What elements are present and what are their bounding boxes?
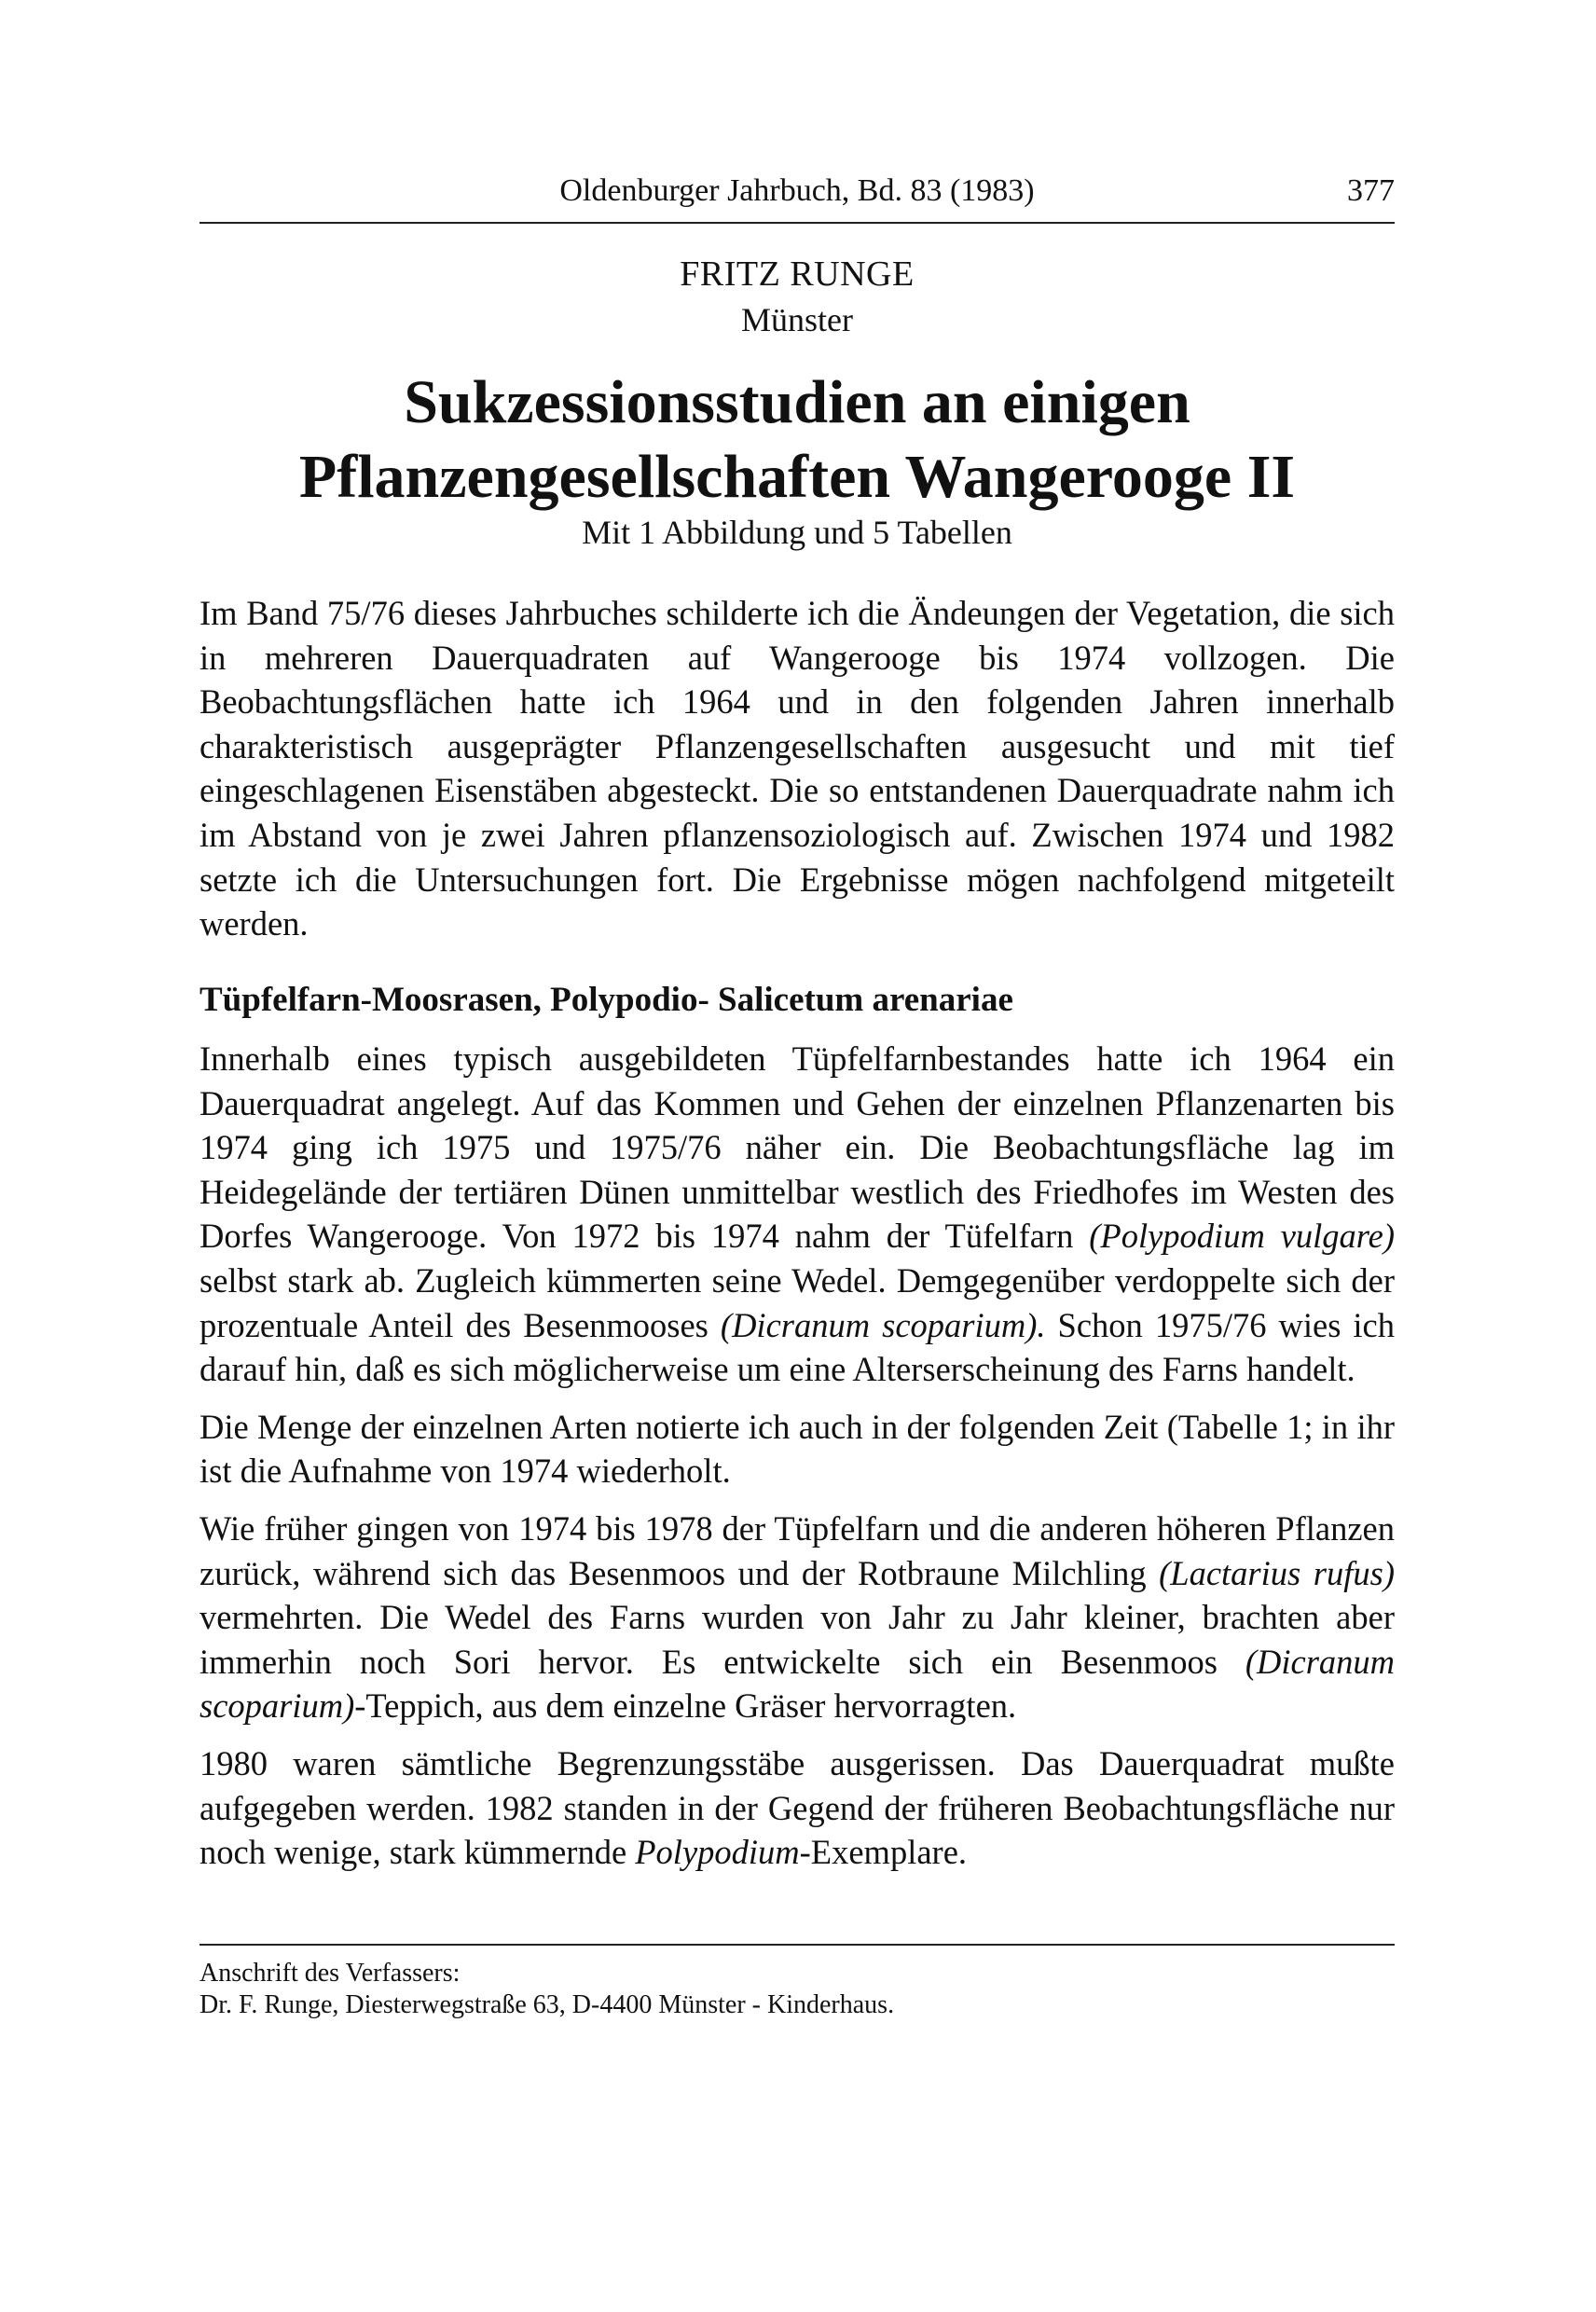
p1-species-2: (Dicranum scoparium). [720, 1305, 1046, 1344]
paragraph-3 [200, 1507, 1395, 1728]
journal-title: Oldenburger Jahrbuch, Bd. 83 (1983) [559, 173, 1035, 208]
footnote-label: Anschrift des Verfassers: [200, 1959, 461, 1988]
page-number: 377 [1347, 173, 1395, 208]
p3-text-b: vermehrten. Die Wedel des Farns wurden von Jahr zu Jahr kleiner, brachten aber immerhin noch Sori hervor. Es entwickelte sich ein Besenmoos [200, 1598, 1395, 1681]
p4-text-a: 1980 waren sämtliche Begrenzungsstäbe ausgerissen. Das Dauerquadrat mußte aufgegeben werden. 1982 standen in der Gegend der früheren Beobachtungsfläche nur noch wenige, stark kümmernde [200, 1743, 1395, 1872]
p3-species-1: (Lactarius rufus) [1159, 1553, 1395, 1592]
intro-paragraph: Im Band 75/76 dieses Jahrbuches schilderte ich die Ändeungen der Vegetation, die sich in mehreren Dauerquadraten auf Wangerooge bis 1974 vollzogen. Die Beobachtungsflächen hatte ich 1964 und in den folgenden Jahren innerhalb charakteristisch ausgeprägter Pflanzengesellschaften ausgesucht und mit tief eingeschlagenen Eisenstäben abgesteckt. Die so entstandenen Dauerquadrate nahm ich im Abstand von je zwei Jahren pflanzensoziologisch auf. Zwischen 1974 und 1982 setzte ich die Untersuchungen fort. Die Ergebnisse mögen nachfolgend mitgeteilt werden. [200, 594, 1395, 943]
p3-text-a: Wie früher gingen von 1974 bis 1978 der Tüpfelfarn und die anderen höheren Pflanzen zurück, während sich das Besenmoos und der Rotbraune Milchling [200, 1508, 1395, 1592]
article-subtitle: Mit 1 Abbildung und 5 Tabellen [582, 514, 1012, 551]
intro-section [200, 591, 1395, 946]
paragraph-2: Die Menge der einzelnen Arten notierte ich auch in der folgenden Zeit (Tabelle 1; in ihr ist die Aufnahme von 1974 wiederholt. [200, 1407, 1395, 1491]
title-line-2: Pflanzengesellschaften Wangerooge II [298, 443, 1296, 511]
p3-text-c: -Teppich, aus dem einzelne Gräser hervorragten. [354, 1686, 1017, 1726]
header-rule [200, 222, 1395, 224]
author-city: Münster [741, 301, 853, 338]
running-head [200, 166, 1395, 216]
section-body [200, 1037, 1395, 1888]
article-title [200, 365, 1395, 515]
author-name: FRITZ RUNGE [680, 255, 915, 294]
paragraph-1 [200, 1037, 1395, 1392]
footnote-address: Dr. F. Runge, Diesterwegstraße 63, D-4400 Münster - Kinderhaus. [200, 1990, 895, 2019]
p1-text-c: Schon 1975/76 wies ich darauf hin, daß es sich möglicherweise um eine Alterserscheinung des Farns handelt. [200, 1305, 1396, 1389]
footnote-rule [200, 1944, 1395, 1946]
section-heading: Tüpfelfarn-Moosrasen, Polypodio- Salicetum arenariae [200, 981, 1013, 1019]
p4-species-1: Polypodium [635, 1833, 800, 1872]
p4-text-b: -Exemplare. [799, 1833, 968, 1872]
paragraph-4 [200, 1741, 1395, 1875]
p1-species-1: (Polypodium vulgare) [1089, 1217, 1395, 1256]
footnote [200, 1958, 894, 2021]
p1-text-b: selbst stark ab. Zugleich kümmerten seine Wedel. Demgegenüber verdoppelte sich der prozentuale Anteil des Besenmooses [200, 1260, 1395, 1344]
p1-text-a: Innerhalb eines typisch ausgebildeten Tüpfelfarnbestandes hatte ich 1964 ein Dauerquadrat angelegt. Auf das Kommen und Gehen der einzelnen Pflanzenarten bis 1974 ging ich 1975 und 1975/76 näher ein. Die Beobachtungsfläche lag im Heidegelände der tertiären Dünen unmittelbar westlich des Friedhofes im Westen des Dorfes Wangerooge. Von 1972 bis 1974 nahm der Tüfelfarn [200, 1039, 1395, 1256]
title-line-1: Sukzessionsstudien an einigen [404, 368, 1190, 436]
p3-species-2: (Dicranum scoparium) [200, 1642, 1396, 1726]
